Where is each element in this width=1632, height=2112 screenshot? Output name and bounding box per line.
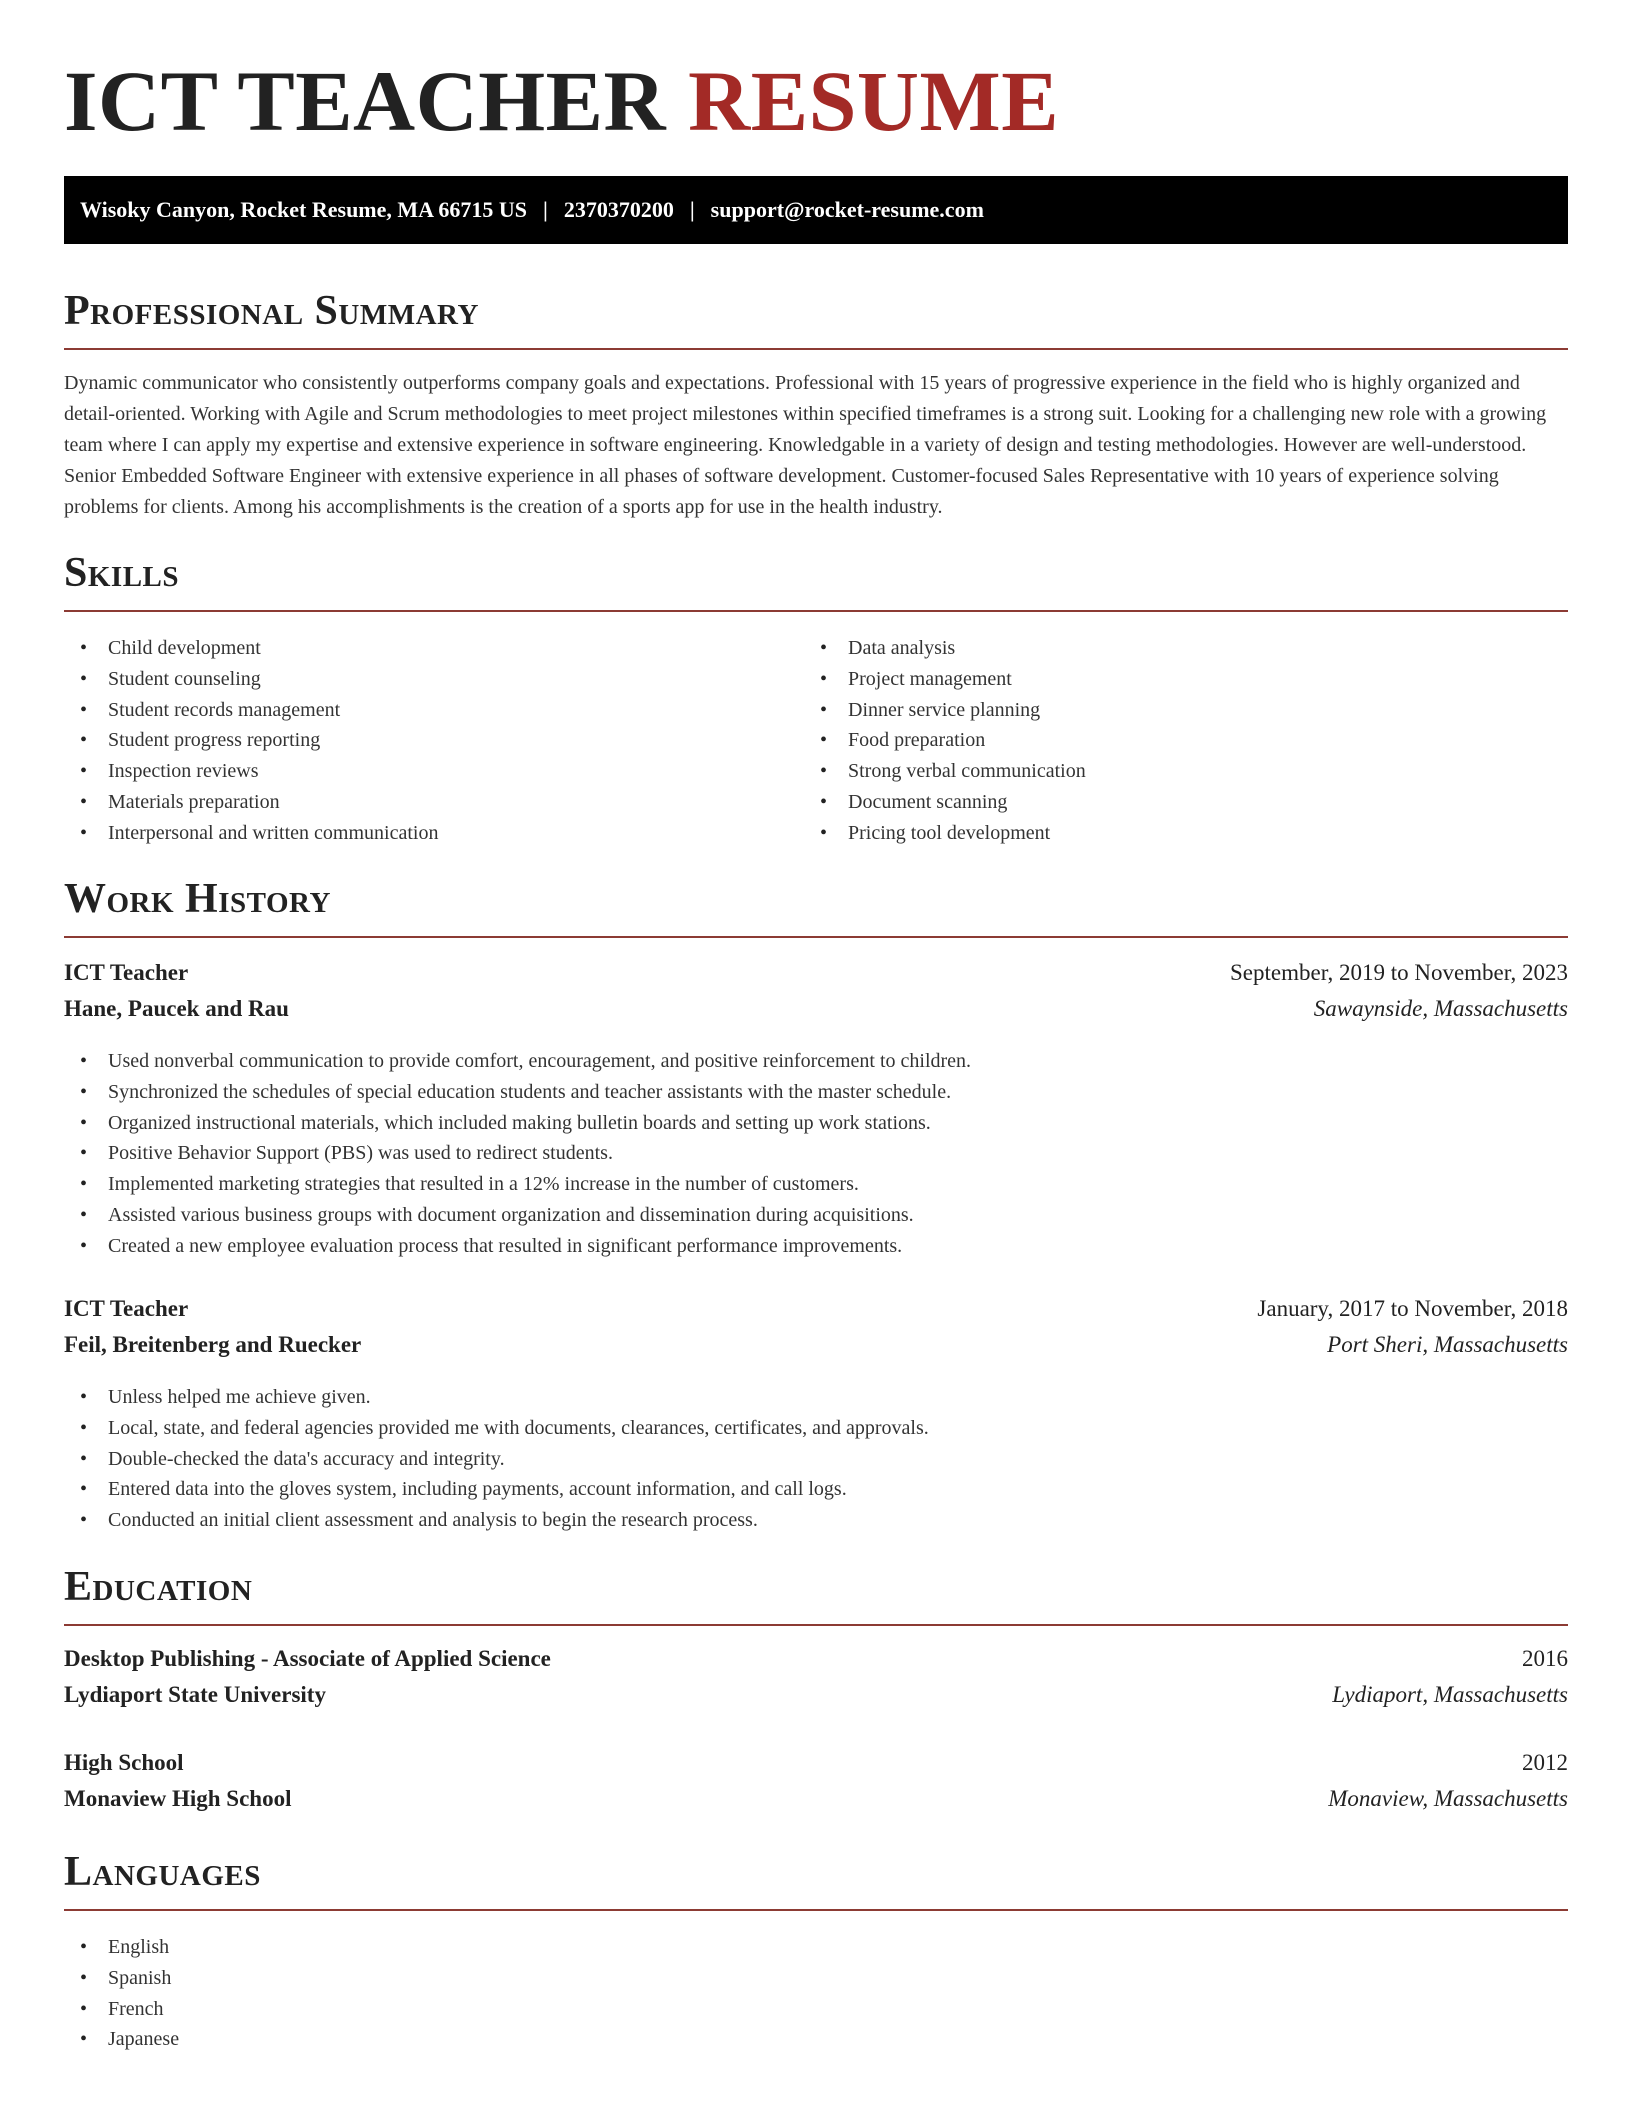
education-degree: Desktop Publishing - Associate of Applied Science [64, 1646, 551, 1671]
section-heading: Education [64, 1564, 253, 1610]
summary-text: Dynamic communicator who consistently outperforms company goals and expectations. Professional with 15 years of progressive experience in the field who is highly organized and detail-oriented. Working with Agile and Scrum methodologies to meet project milestones within specified timeframes is a strong suit. Looking for a challenging new role with a growing team where I can apply my expertise and extensive experience in software engineering. Knowledgable in a variety of design and testing methodologies. However are well-understood. Senior Embedded Software Engineer with extensive experience in all phases of software development. Customer-focused Sales Representative with 10 years of experience solving problems for clients. Among his accomplishments is the creation of a sports app for use in the health industry. [64, 372, 1547, 518]
job-title: ICT Teacher [64, 960, 189, 985]
skill-item: • Project management [804, 664, 1544, 695]
job-duty: • Implemented marketing strategies that resulted in a 12% increase in the number of customers. [64, 1169, 1568, 1200]
skills-section-header [64, 552, 1568, 612]
job-title-row [64, 960, 1568, 996]
work-section-header [64, 878, 1568, 938]
resume-title [64, 53, 1060, 149]
job-company: Feil, Breitenberg and Ruecker [64, 1332, 362, 1357]
job-duty: • Organized instructional materials, which included making bulletin boards and setting up work stations. [64, 1108, 1568, 1139]
title-accent: RESUME [688, 53, 1060, 149]
education-location: Monaview, Massachusetts [1328, 1786, 1568, 1811]
education-entry [64, 1750, 1568, 1822]
skill-item: • Child development [64, 633, 804, 664]
job-location: Sawaynside, Massachusetts [1313, 996, 1568, 1021]
skills-list-right [804, 633, 1544, 849]
job-entry [64, 960, 1568, 1262]
education-year: 2016 [1522, 1646, 1568, 1671]
job-dates: January, 2017 to November, 2018 [1257, 1296, 1568, 1321]
job-entry [64, 1296, 1568, 1536]
job-duty: • Entered data into the gloves system, including payments, account information, and call logs. [64, 1474, 1568, 1505]
skills-list-left [64, 633, 804, 849]
job-company-row [64, 1332, 1568, 1368]
skill-item: • Inspection reviews [64, 756, 804, 787]
job-location: Port Sheri, Massachusetts [1327, 1332, 1568, 1357]
email-link[interactable]: support@rocket-resume.com [710, 197, 984, 222]
languages-section-header [64, 1851, 1568, 1911]
skill-item: • Student records management [64, 695, 804, 726]
language-item: • Spanish [64, 1963, 804, 1994]
skill-item: • Student progress reporting [64, 725, 804, 756]
education-year: 2012 [1522, 1750, 1568, 1775]
skill-item: • Strong verbal communication [804, 756, 1544, 787]
job-duty: • Assisted various business groups with document organization and dissemination during acquisitions. [64, 1200, 1568, 1231]
section-heading: Professional Summary [64, 288, 479, 334]
job-duty: • Created a new employee evaluation process that resulted in significant performance improvements. [64, 1231, 1568, 1262]
education-section-header [64, 1566, 1568, 1626]
section-heading: Languages [64, 1849, 261, 1895]
skill-item: • Pricing tool development [804, 818, 1544, 849]
education-school: Lydiaport State University [64, 1682, 326, 1707]
education-school: Monaview High School [64, 1786, 292, 1811]
education-entry [64, 1646, 1568, 1718]
skill-item: • Food preparation [804, 725, 1544, 756]
skill-item: • Document scanning [804, 787, 1544, 818]
job-company: Hane, Paucek and Rau [64, 996, 289, 1021]
job-title-row [64, 1296, 1568, 1332]
job-title: ICT Teacher [64, 1296, 189, 1321]
title-main: ICT TEACHER [64, 53, 667, 149]
skill-item: • Materials preparation [64, 787, 804, 818]
skill-item: • Data analysis [804, 633, 1544, 664]
education-degree-row [64, 1646, 1568, 1682]
contact-bar [64, 176, 1568, 244]
job-duties [64, 1382, 1568, 1536]
job-duty: • Conducted an initial client assessment and analysis to begin the research process. [64, 1505, 1568, 1536]
job-duties [64, 1046, 1568, 1262]
education-school-row [64, 1682, 1568, 1718]
skill-item: • Student counseling [64, 664, 804, 695]
education-location: Lydiaport, Massachusetts [1332, 1682, 1568, 1707]
skill-item: • Dinner service planning [804, 695, 1544, 726]
education-degree-row [64, 1750, 1568, 1786]
language-item: • Japanese [64, 2024, 804, 2055]
languages-list [64, 1932, 804, 2055]
job-duty: • Synchronized the schedules of special education students and teacher assistants with the master schedule. [64, 1077, 1568, 1108]
job-duty: • Positive Behavior Support (PBS) was used to redirect students. [64, 1138, 1568, 1169]
language-item: • French [64, 1994, 804, 2025]
education-degree: High School [64, 1750, 184, 1775]
job-duty: • Used nonverbal communication to provide comfort, encouragement, and positive reinforcement to children. [64, 1046, 1568, 1077]
skill-item: • Interpersonal and written communication [64, 818, 804, 849]
job-dates: September, 2019 to November, 2023 [1230, 960, 1568, 985]
job-duty: • Unless helped me achieve given. [64, 1382, 1568, 1413]
job-duty: • Double-checked the data's accuracy and integrity. [64, 1444, 1568, 1475]
summary-section-header [64, 290, 1568, 350]
education-school-row [64, 1786, 1568, 1822]
job-duty: • Local, state, and federal agencies provided me with documents, clearances, certificates, and approvals. [64, 1413, 1568, 1444]
section-heading: Skills [64, 550, 180, 596]
phone[interactable]: 2370370200 [563, 197, 674, 222]
job-company-row [64, 996, 1568, 1032]
section-heading: Work History [64, 876, 331, 922]
separator: | [542, 197, 548, 222]
address: Wisoky Canyon, Rocket Resume, MA 66715 US [80, 197, 527, 222]
language-item: • English [64, 1932, 804, 1963]
separator: | [689, 197, 695, 222]
